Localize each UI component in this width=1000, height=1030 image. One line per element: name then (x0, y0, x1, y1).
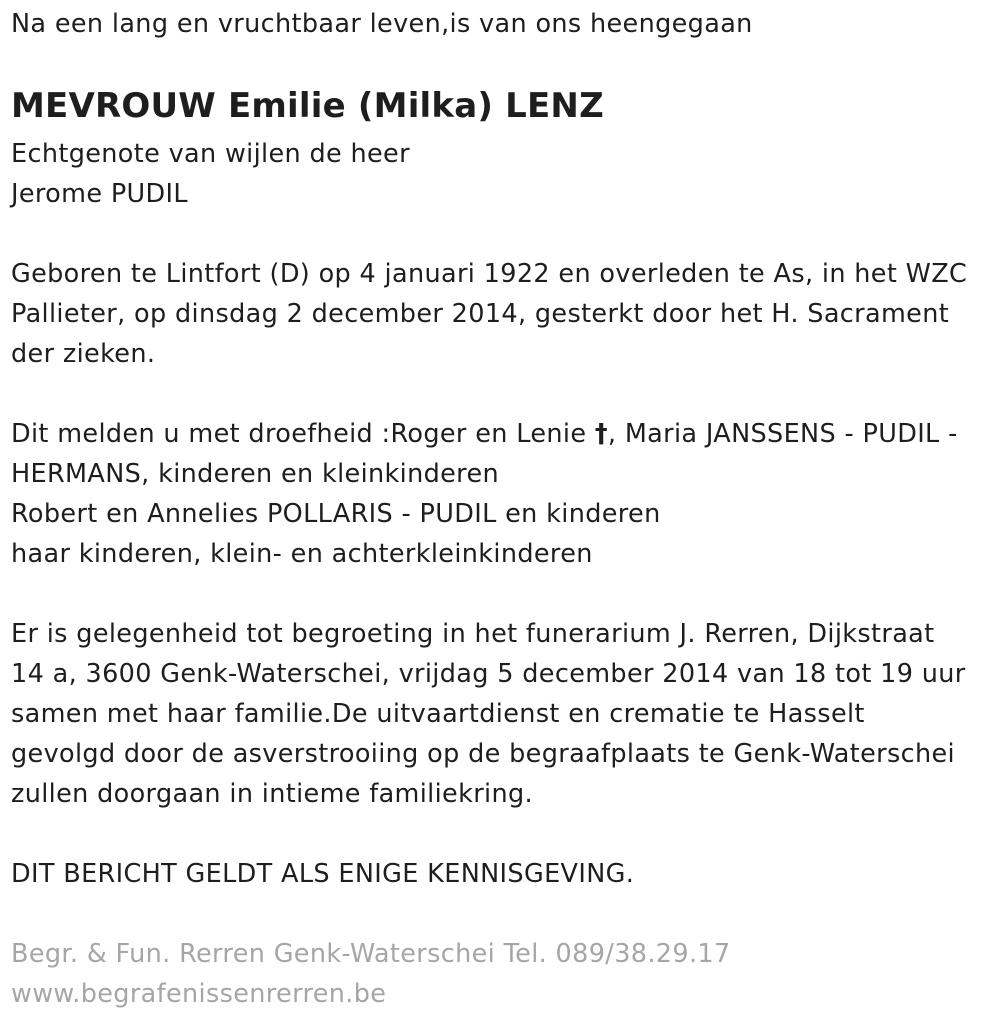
birth-death-line-3: der zieken. (11, 339, 156, 369)
deceased-name: MEVROUW Emilie (Milka) LENZ (11, 86, 604, 126)
arrangements-line-5: zullen doorgaan in intieme familiekring. (11, 779, 533, 809)
intro-line: Na een lang en vruchtbaar leven,is van ons heengegaan (11, 9, 753, 39)
birth-death-line-2: Pallieter, op dinsdag 2 december 2014, gesterkt door het H. Sacrament (11, 299, 950, 329)
announcement-text-after-cross: , Maria JANSSENS - PUDIL - (607, 419, 958, 449)
arrangements-line-1: Er is gelegenheid tot begroeting in het funerarium J. Rerren, Dijkstraat (11, 619, 935, 649)
arrangements-line-2: 14 a, 3600 Genk-Waterschei, vrijdag 5 december 2014 van 18 tot 19 uur (11, 659, 966, 689)
birth-death-line-1: Geboren te Lintfort (D) op 4 januari 1922 en overleden te As, in het WZC (11, 259, 968, 289)
spouse-line-2: Jerome PUDIL (11, 179, 188, 209)
cross-icon: † (594, 419, 608, 449)
announcement-text-before-cross: Dit melden u met droefheid :Roger en Lenie (11, 419, 595, 449)
announcement-line-3: Robert en Annelies POLLARIS - PUDIL en kinderen (11, 499, 661, 529)
spouse-line-1: Echtgenote van wijlen de heer (11, 139, 410, 169)
arrangements-line-4: gevolgd door de asverstrooiing op de begraafplaats te Genk-Waterschei (11, 739, 955, 769)
footer-funeral-home: Begr. & Fun. Rerren Genk-Waterschei Tel. 089/38.29.17 (11, 939, 731, 969)
announcement-line-4: haar kinderen, klein- en achterkleinkinderen (11, 539, 593, 569)
announcement-line-1 (11, 414, 958, 454)
announcement-line-2: HERMANS, kinderen en kleinkinderen (11, 459, 499, 489)
notice-line: DIT BERICHT GELDT ALS ENIGE KENNISGEVING. (11, 859, 635, 889)
footer-website: www.begrafenissenrerren.be (11, 979, 387, 1009)
arrangements-line-3: samen met haar familie.De uitvaartdienst en crematie te Hasselt (11, 699, 865, 729)
